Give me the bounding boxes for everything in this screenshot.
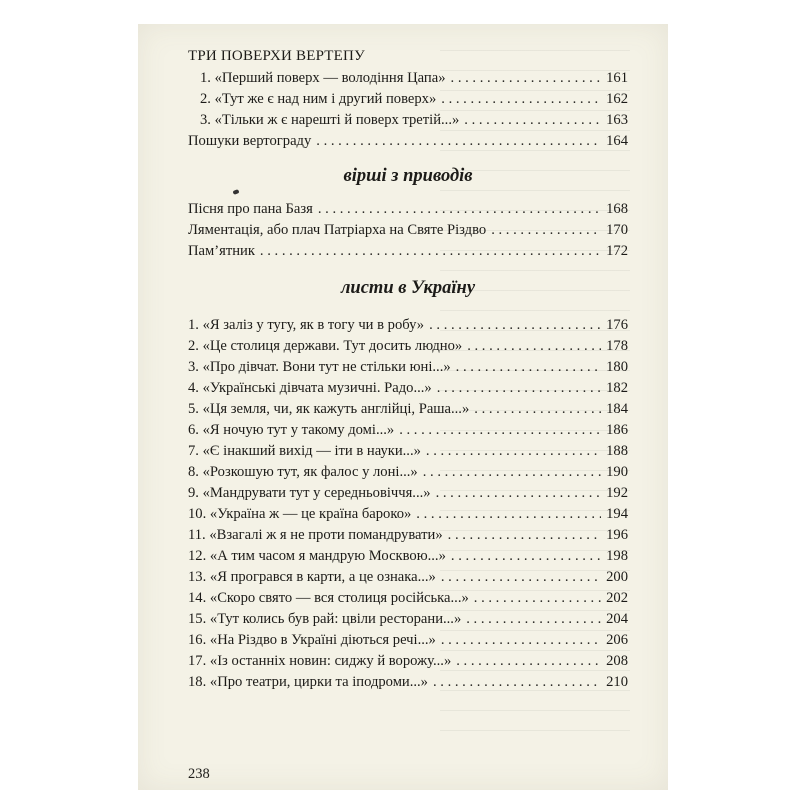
toc-entry — [188, 506, 628, 527]
table-of-contents — [188, 48, 628, 695]
leader-dots — [441, 91, 601, 108]
section-list-3 — [188, 317, 628, 695]
entry-page: 186 — [606, 422, 628, 438]
leader-dots — [451, 70, 601, 87]
entry-page: 194 — [606, 506, 628, 522]
entry-page: 180 — [606, 359, 628, 375]
entry-title: 14. «Скоро свято — вся столиця російська...» — [188, 590, 469, 606]
entry-page: 164 — [606, 133, 628, 149]
toc-entry — [188, 443, 628, 464]
entry-title: 3. «Тільки ж є нарешті й поверх третій...» — [200, 112, 460, 128]
toc-entry — [188, 359, 628, 380]
entry-title: 3. «Про дівчат. Вони тут не стільки юні...» — [188, 359, 451, 375]
entry-page: 198 — [606, 548, 628, 564]
entry-page: 163 — [606, 112, 628, 128]
entry-title: 18. «Про театри, цирки та іподроми...» — [188, 674, 428, 690]
leader-dots — [399, 422, 601, 439]
entry-page: 196 — [606, 527, 628, 543]
entry-title: Пошуки вертограду — [188, 133, 312, 149]
entry-page: 204 — [606, 611, 628, 627]
leader-dots — [426, 443, 601, 460]
leader-dots — [491, 222, 601, 239]
entry-title: 12. «А тим часом я мандрую Москвою...» — [188, 548, 446, 564]
section-list-2 — [188, 201, 628, 264]
entry-title: 6. «Я ночую тут у такому домі...» — [188, 422, 395, 438]
section-heading-lysty: листи в Україну — [340, 278, 476, 298]
page-number: 238 — [188, 766, 210, 782]
entry-page: 161 — [606, 70, 628, 86]
entry-title: 15. «Тут колись був рай: цвіли ресторани...» — [188, 611, 462, 627]
entry-title: 1. «Перший поверх — володіння Цапа» — [200, 70, 446, 86]
entry-title: Пам’ятник — [188, 243, 255, 259]
toc-entry — [188, 201, 628, 222]
toc-entry — [188, 338, 628, 359]
entry-title: 16. «На Різдво в Україні діються речі...» — [188, 632, 436, 648]
entry-page: 190 — [606, 464, 628, 480]
leader-dots — [416, 506, 601, 523]
toc-entry — [188, 380, 628, 401]
entry-page: 200 — [606, 569, 628, 585]
entry-title: Пісня про пана Базя — [188, 201, 313, 217]
leader-dots — [437, 380, 601, 397]
toc-entry — [188, 112, 628, 133]
toc-entry — [188, 611, 628, 632]
entry-page: 192 — [606, 485, 628, 501]
toc-entry — [188, 590, 628, 611]
entry-page: 168 — [606, 201, 628, 217]
entry-title: 2. «Тут же є над ним і другий поверх» — [200, 91, 437, 107]
leader-dots — [441, 632, 601, 649]
section-list-1 — [188, 70, 628, 133]
leader-dots — [316, 133, 601, 150]
entry-title: Ляментація, або плач Патріарха на Святе Різдво — [188, 222, 487, 238]
section-heading-tri-poverkhy: ТРИ ПОВЕРХИ ВЕРТЕПУ — [188, 48, 365, 64]
entry-page: 162 — [606, 91, 628, 107]
leader-dots — [466, 611, 601, 628]
toc-entry — [188, 485, 628, 506]
leader-dots — [464, 112, 601, 129]
toc-entry — [188, 548, 628, 569]
leader-dots — [448, 527, 601, 544]
leader-dots — [474, 590, 601, 607]
toc-entry — [188, 222, 628, 243]
toc-entry — [188, 70, 628, 91]
entry-page: 210 — [606, 674, 628, 690]
entry-page: 202 — [606, 590, 628, 606]
entry-title: 7. «Є інакший вихід — іти в науки...» — [188, 443, 421, 459]
entry-title: 5. «Ця земля, чи, як кажуть англійці, Раша...» — [188, 401, 470, 417]
leader-dots — [451, 548, 601, 565]
entry-page: 172 — [606, 243, 628, 259]
entry-page: 176 — [606, 317, 628, 333]
section-heading-virshi: вірші з приводів — [343, 166, 473, 186]
entry-title: 1. «Я заліз у тугу, як в тогу чи в робу» — [188, 317, 425, 333]
entry-title: 2. «Це столиця держави. Тут досить людно» — [188, 338, 463, 354]
toc-entry — [188, 653, 628, 674]
entry-page: 182 — [606, 380, 628, 396]
toc-entry — [188, 401, 628, 422]
leader-dots — [429, 317, 601, 334]
toc-entry — [188, 569, 628, 590]
leader-dots — [318, 201, 601, 218]
entry-title: 11. «Взагалі ж я не проти помандрувати» — [188, 527, 443, 543]
leader-dots — [423, 464, 601, 481]
leader-dots — [433, 674, 601, 691]
toc-entry — [188, 632, 628, 653]
leader-dots — [456, 359, 601, 376]
entry-title: 9. «Мандрувати тут у середньовіччя...» — [188, 485, 431, 501]
leader-dots — [436, 485, 601, 502]
leader-dots — [441, 569, 601, 586]
entry-page: 184 — [606, 401, 628, 417]
entry-page: 178 — [606, 338, 628, 354]
entry-page: 170 — [606, 222, 628, 238]
toc-entry — [188, 422, 628, 443]
toc-entry — [188, 243, 628, 264]
toc-entry — [188, 133, 628, 154]
entry-page: 188 — [606, 443, 628, 459]
entry-title: 10. «Україна ж — це країна бароко» — [188, 506, 412, 522]
toc-entry — [188, 91, 628, 112]
entry-title: 17. «Із останніх новин: сиджу й ворожу...» — [188, 653, 452, 669]
toc-entry — [188, 317, 628, 338]
leader-dots — [467, 338, 601, 355]
entry-page: 206 — [606, 632, 628, 648]
toc-entry — [188, 527, 628, 548]
leader-dots — [474, 401, 601, 418]
entry-page: 208 — [606, 653, 628, 669]
entry-title: 4. «Українські дівчата музичні. Радо...» — [188, 380, 432, 396]
toc-entry — [188, 674, 628, 695]
entry-title: 8. «Розкошую тут, як фалос у лоні...» — [188, 464, 418, 480]
toc-entry — [188, 464, 628, 485]
leader-dots — [456, 653, 601, 670]
leader-dots — [260, 243, 601, 260]
entry-title: 13. «Я програвся в карти, а це ознака...» — [188, 569, 436, 585]
